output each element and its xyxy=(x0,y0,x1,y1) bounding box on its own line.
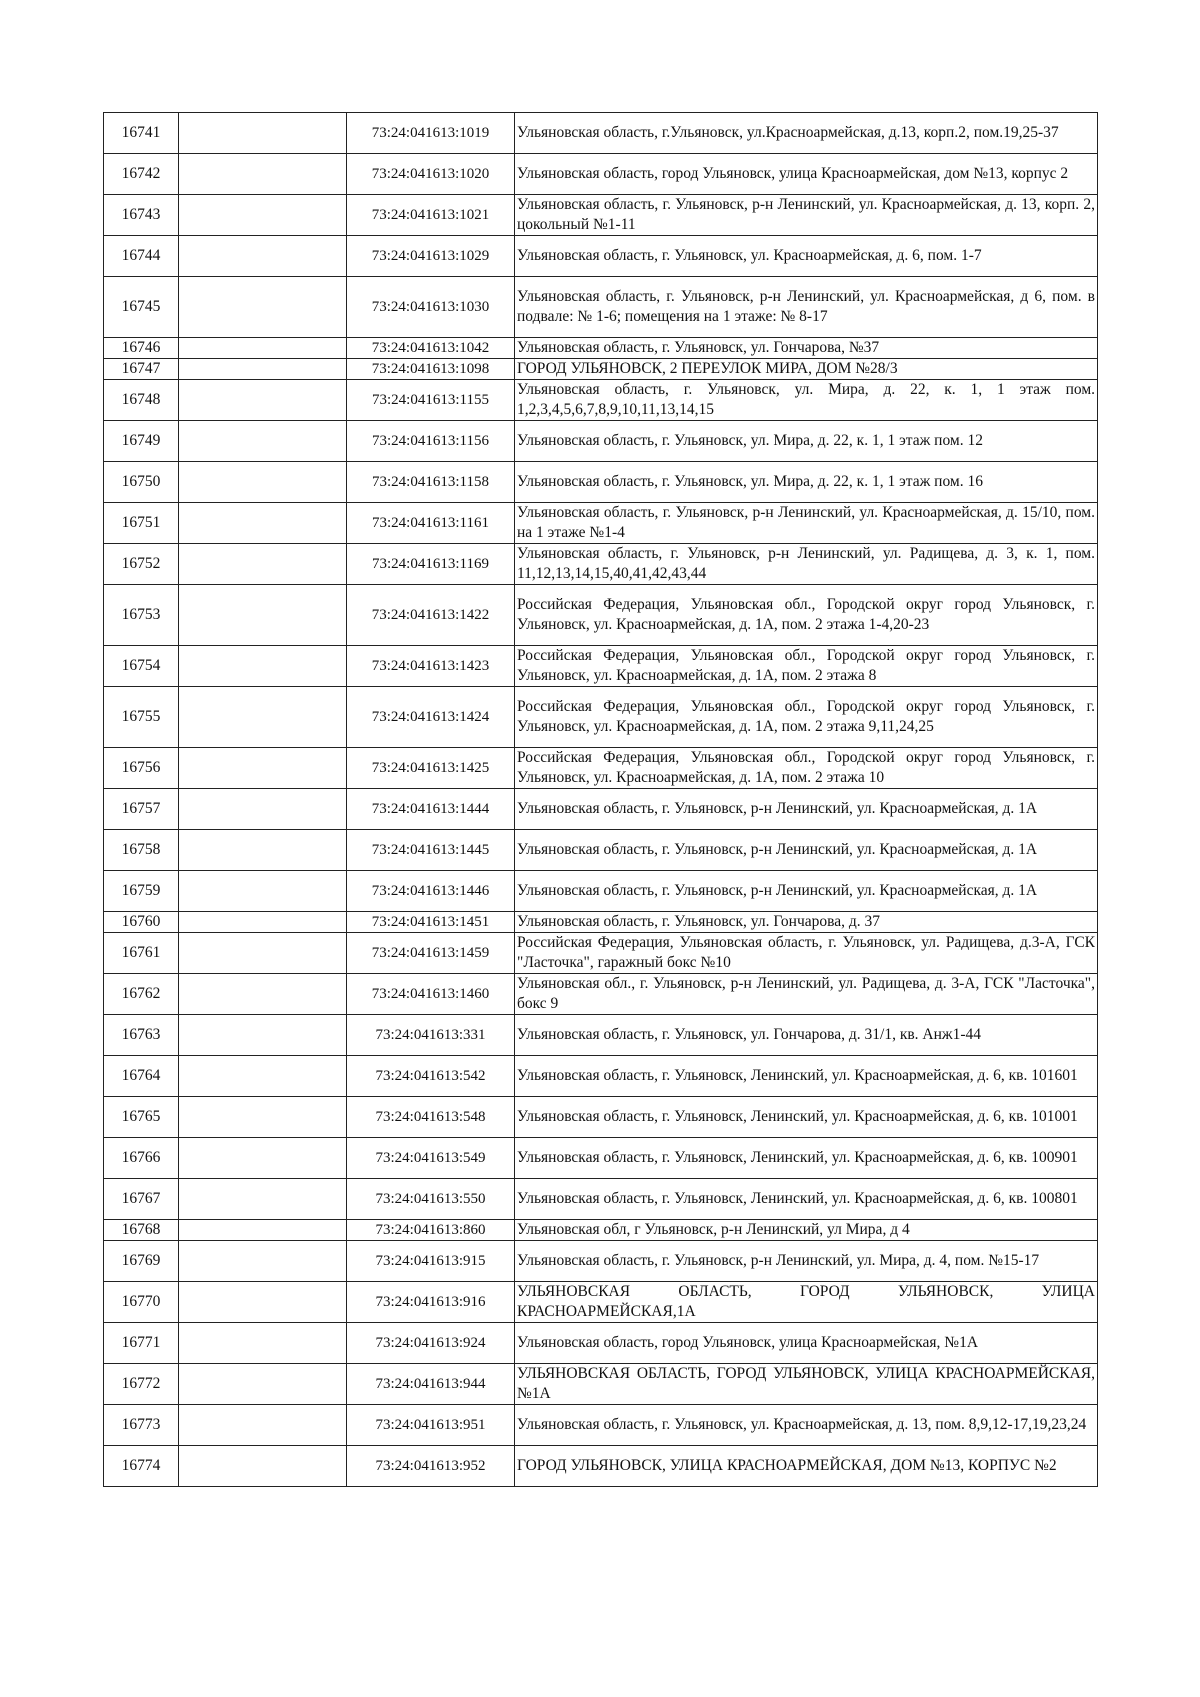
table-row xyxy=(104,462,1098,503)
empty-cell xyxy=(179,1241,347,1282)
empty-cell xyxy=(179,1015,347,1056)
empty-cell xyxy=(179,236,347,277)
address-cell: Ульяновская область, г. Ульяновск, р-н Ленинский, ул. Мира, д. 4, пом. №15-17 xyxy=(515,1241,1098,1282)
address-cell: УЛЬЯНОВСКАЯ ОБЛАСТЬ, ГОРОД УЛЬЯНОВСК, УЛИЦА КРАСНОАРМЕЙСКАЯ, №1А xyxy=(515,1364,1098,1405)
cadastral-number-cell: 73:24:041613:916 xyxy=(347,1282,515,1323)
address-cell: Ульяновская область, г. Ульяновск, р-н Ленинский, ул. Красноармейская, д 6, пом. в подвале: № 1-6; помещения на 1 этаже: № 8-17 xyxy=(515,277,1098,338)
cadastral-number-cell: 73:24:041613:952 xyxy=(347,1446,515,1487)
address-cell: Российская Федерация, Ульяновская обл., Городской округ город Ульяновск, г. Ульяновск, ул. Красноармейская, д. 1А, пом. 2 этажа 9,11,24,25 xyxy=(515,687,1098,748)
empty-cell xyxy=(179,338,347,359)
cadastral-number-cell: 73:24:041613:1020 xyxy=(347,154,515,195)
registry-table xyxy=(103,112,1098,1487)
empty-cell xyxy=(179,912,347,933)
row-number-cell: 16770 xyxy=(104,1282,179,1323)
table-row xyxy=(104,544,1098,585)
cadastral-number-cell: 73:24:041613:1423 xyxy=(347,646,515,687)
table-row xyxy=(104,359,1098,380)
empty-cell xyxy=(179,1097,347,1138)
table-row xyxy=(104,1323,1098,1364)
registry-table-body xyxy=(104,113,1098,1487)
empty-cell xyxy=(179,646,347,687)
cadastral-number-cell: 73:24:041613:1098 xyxy=(347,359,515,380)
cadastral-number-cell: 73:24:041613:1161 xyxy=(347,503,515,544)
address-cell: Ульяновская обл, г Ульяновск, р-н Ленинский, ул Мира, д 4 xyxy=(515,1220,1098,1241)
row-number-cell: 16746 xyxy=(104,338,179,359)
row-number-cell: 16769 xyxy=(104,1241,179,1282)
cadastral-number-cell: 73:24:041613:1460 xyxy=(347,974,515,1015)
table-row xyxy=(104,646,1098,687)
row-number-cell: 16763 xyxy=(104,1015,179,1056)
cadastral-number-cell: 73:24:041613:944 xyxy=(347,1364,515,1405)
empty-cell xyxy=(179,1220,347,1241)
row-number-cell: 16747 xyxy=(104,359,179,380)
cadastral-number-cell: 73:24:041613:1156 xyxy=(347,421,515,462)
cadastral-number-cell: 73:24:041613:951 xyxy=(347,1405,515,1446)
table-row xyxy=(104,277,1098,338)
table-row xyxy=(104,1446,1098,1487)
cadastral-number-cell: 73:24:041613:1445 xyxy=(347,830,515,871)
address-cell: Ульяновская область, г. Ульяновск, ул. Мира, д. 22, к. 1, 1 этаж пом. 1,2,3,4,5,6,7,8,9,10,11,13,14,15 xyxy=(515,380,1098,421)
table-row xyxy=(104,380,1098,421)
table-row xyxy=(104,1220,1098,1241)
address-cell: Ульяновская область, г.Ульяновск, ул.Красноармейская, д.13, корп.2, пом.19,25-37 xyxy=(515,113,1098,154)
address-cell: Ульяновская область, г. Ульяновск, Ленинский, ул. Красноармейская, д. 6, кв. 101601 xyxy=(515,1056,1098,1097)
cadastral-number-cell: 73:24:041613:860 xyxy=(347,1220,515,1241)
table-row xyxy=(104,1015,1098,1056)
table-row xyxy=(104,789,1098,830)
cadastral-number-cell: 73:24:041613:1158 xyxy=(347,462,515,503)
row-number-cell: 16744 xyxy=(104,236,179,277)
row-number-cell: 16751 xyxy=(104,503,179,544)
row-number-cell: 16755 xyxy=(104,687,179,748)
table-row xyxy=(104,974,1098,1015)
table-row xyxy=(104,338,1098,359)
row-number-cell: 16742 xyxy=(104,154,179,195)
row-number-cell: 16756 xyxy=(104,748,179,789)
row-number-cell: 16748 xyxy=(104,380,179,421)
table-row xyxy=(104,236,1098,277)
table-row xyxy=(104,113,1098,154)
address-cell: Ульяновская область, г. Ульяновск, ул. Красноармейская, д. 13, пом. 8,9,12-17,19,23,24 xyxy=(515,1405,1098,1446)
row-number-cell: 16758 xyxy=(104,830,179,871)
empty-cell xyxy=(179,544,347,585)
empty-cell xyxy=(179,1323,347,1364)
empty-cell xyxy=(179,871,347,912)
table-row xyxy=(104,933,1098,974)
row-number-cell: 16752 xyxy=(104,544,179,585)
address-cell: Ульяновская область, г. Ульяновск, ул. Гончарова, д. 31/1, кв. Анж1-44 xyxy=(515,1015,1098,1056)
row-number-cell: 16767 xyxy=(104,1179,179,1220)
address-cell: УЛЬЯНОВСКАЯ ОБЛАСТЬ, ГОРОД УЛЬЯНОВСК, УЛИЦА КРАСНОАРМЕЙСКАЯ,1А xyxy=(515,1282,1098,1323)
row-number-cell: 16766 xyxy=(104,1138,179,1179)
cadastral-number-cell: 73:24:041613:915 xyxy=(347,1241,515,1282)
empty-cell xyxy=(179,748,347,789)
row-number-cell: 16768 xyxy=(104,1220,179,1241)
table-row xyxy=(104,1097,1098,1138)
empty-cell xyxy=(179,687,347,748)
empty-cell xyxy=(179,1282,347,1323)
address-cell: ГОРОД УЛЬЯНОВСК, УЛИЦА КРАСНОАРМЕЙСКАЯ, ДОМ №13, КОРПУС №2 xyxy=(515,1446,1098,1487)
cadastral-number-cell: 73:24:041613:542 xyxy=(347,1056,515,1097)
address-cell: Ульяновская область, г. Ульяновск, р-н Ленинский, ул. Красноармейская, д. 15/10, пом. на 1 этаже №1-4 xyxy=(515,503,1098,544)
empty-cell xyxy=(179,1056,347,1097)
address-cell: Ульяновская область, г. Ульяновск, ул. Красноармейская, д. 6, пом. 1-7 xyxy=(515,236,1098,277)
cadastral-number-cell: 73:24:041613:1155 xyxy=(347,380,515,421)
cadastral-number-cell: 73:24:041613:1446 xyxy=(347,871,515,912)
table-row xyxy=(104,195,1098,236)
row-number-cell: 16765 xyxy=(104,1097,179,1138)
cadastral-number-cell: 73:24:041613:331 xyxy=(347,1015,515,1056)
address-cell: Российская Федерация, Ульяновская обл., Городской округ город Ульяновск, г. Ульяновск, ул. Красноармейская, д. 1А, пом. 2 этажа 8 xyxy=(515,646,1098,687)
row-number-cell: 16764 xyxy=(104,1056,179,1097)
empty-cell xyxy=(179,1405,347,1446)
address-cell: Ульяновская обл., г. Ульяновск, р-н Ленинский, ул. Радищева, д. 3-А, ГСК "Ласточка", бокс 9 xyxy=(515,974,1098,1015)
table-row xyxy=(104,1282,1098,1323)
address-cell: Ульяновская область, г. Ульяновск, р-н Ленинский, ул. Красноармейская, д. 1А xyxy=(515,871,1098,912)
row-number-cell: 16750 xyxy=(104,462,179,503)
row-number-cell: 16761 xyxy=(104,933,179,974)
address-cell: Ульяновская область, г. Ульяновск, р-н Ленинский, ул. Красноармейская, д. 1А xyxy=(515,789,1098,830)
empty-cell xyxy=(179,585,347,646)
empty-cell xyxy=(179,1179,347,1220)
address-cell: Ульяновская область, г. Ульяновск, ул. Мира, д. 22, к. 1, 1 этаж пом. 12 xyxy=(515,421,1098,462)
row-number-cell: 16773 xyxy=(104,1405,179,1446)
cadastral-number-cell: 73:24:041613:1030 xyxy=(347,277,515,338)
address-cell: Российская Федерация, Ульяновская обл., Городской округ город Ульяновск, г. Ульяновск, ул. Красноармейская, д. 1А, пом. 2 этажа 1-4,20-23 xyxy=(515,585,1098,646)
empty-cell xyxy=(179,830,347,871)
empty-cell xyxy=(179,1138,347,1179)
empty-cell xyxy=(179,789,347,830)
address-cell: Ульяновская область, г. Ульяновск, ул. Гончарова, №37 xyxy=(515,338,1098,359)
empty-cell xyxy=(179,1446,347,1487)
table-row xyxy=(104,871,1098,912)
cadastral-number-cell: 73:24:041613:1425 xyxy=(347,748,515,789)
address-cell: Ульяновская область, г. Ульяновск, р-н Ленинский, ул. Красноармейская, д. 13, корп. 2, цокольный №1-11 xyxy=(515,195,1098,236)
cadastral-number-cell: 73:24:041613:1424 xyxy=(347,687,515,748)
table-row xyxy=(104,1138,1098,1179)
cadastral-number-cell: 73:24:041613:1422 xyxy=(347,585,515,646)
row-number-cell: 16749 xyxy=(104,421,179,462)
row-number-cell: 16771 xyxy=(104,1323,179,1364)
empty-cell xyxy=(179,380,347,421)
table-row xyxy=(104,421,1098,462)
row-number-cell: 16743 xyxy=(104,195,179,236)
address-cell: Ульяновская область, г. Ульяновск, Ленинский, ул. Красноармейская, д. 6, кв. 100801 xyxy=(515,1179,1098,1220)
table-row xyxy=(104,912,1098,933)
cadastral-number-cell: 73:24:041613:550 xyxy=(347,1179,515,1220)
table-row xyxy=(104,1405,1098,1446)
row-number-cell: 16741 xyxy=(104,113,179,154)
row-number-cell: 16760 xyxy=(104,912,179,933)
address-cell: Ульяновская область, город Ульяновск, улица Красноармейская, №1А xyxy=(515,1323,1098,1364)
cadastral-number-cell: 73:24:041613:1021 xyxy=(347,195,515,236)
address-cell: Ульяновская область, г. Ульяновск, р-н Ленинский, ул. Красноармейская, д. 1А xyxy=(515,830,1098,871)
table-row xyxy=(104,503,1098,544)
empty-cell xyxy=(179,154,347,195)
cadastral-number-cell: 73:24:041613:549 xyxy=(347,1138,515,1179)
empty-cell xyxy=(179,195,347,236)
empty-cell xyxy=(179,462,347,503)
row-number-cell: 16753 xyxy=(104,585,179,646)
empty-cell xyxy=(179,277,347,338)
cadastral-number-cell: 73:24:041613:1019 xyxy=(347,113,515,154)
row-number-cell: 16762 xyxy=(104,974,179,1015)
table-row xyxy=(104,1241,1098,1282)
table-row xyxy=(104,1364,1098,1405)
table-row xyxy=(104,830,1098,871)
row-number-cell: 16757 xyxy=(104,789,179,830)
address-cell: Ульяновская область, г. Ульяновск, Ленинский, ул. Красноармейская, д. 6, кв. 101001 xyxy=(515,1097,1098,1138)
table-row xyxy=(104,585,1098,646)
row-number-cell: 16754 xyxy=(104,646,179,687)
empty-cell xyxy=(179,421,347,462)
table-row xyxy=(104,687,1098,748)
empty-cell xyxy=(179,1364,347,1405)
row-number-cell: 16774 xyxy=(104,1446,179,1487)
row-number-cell: 16745 xyxy=(104,277,179,338)
table-row xyxy=(104,1056,1098,1097)
address-cell: Ульяновская область, город Ульяновск, улица Красноармейская, дом №13, корпус 2 xyxy=(515,154,1098,195)
row-number-cell: 16772 xyxy=(104,1364,179,1405)
address-cell: Российская Федерация, Ульяновская обл., Городской округ город Ульяновск, г. Ульяновск, ул. Красноармейская, д. 1А, пом. 2 этажа 10 xyxy=(515,748,1098,789)
address-cell: Ульяновская область, г. Ульяновск, ул. Гончарова, д. 37 xyxy=(515,912,1098,933)
empty-cell xyxy=(179,503,347,544)
row-number-cell: 16759 xyxy=(104,871,179,912)
empty-cell xyxy=(179,974,347,1015)
address-cell: Ульяновская область, г. Ульяновск, р-н Ленинский, ул. Радищева, д. 3, к. 1, пом. 11,12,13,14,15,40,41,42,43,44 xyxy=(515,544,1098,585)
empty-cell xyxy=(179,933,347,974)
table-row xyxy=(104,154,1098,195)
address-cell: ГОРОД УЛЬЯНОВСК, 2 ПЕРЕУЛОК МИРА, ДОМ №28/3 xyxy=(515,359,1098,380)
table-row xyxy=(104,1179,1098,1220)
empty-cell xyxy=(179,359,347,380)
address-cell: Российская Федерация, Ульяновская область, г. Ульяновск, ул. Радищева, д.3-А, ГСК "Ласточка", гаражный бокс №10 xyxy=(515,933,1098,974)
empty-cell xyxy=(179,113,347,154)
cadastral-number-cell: 73:24:041613:548 xyxy=(347,1097,515,1138)
cadastral-number-cell: 73:24:041613:924 xyxy=(347,1323,515,1364)
cadastral-number-cell: 73:24:041613:1451 xyxy=(347,912,515,933)
table-row xyxy=(104,748,1098,789)
address-cell: Ульяновская область, г. Ульяновск, ул. Мира, д. 22, к. 1, 1 этаж пом. 16 xyxy=(515,462,1098,503)
cadastral-number-cell: 73:24:041613:1042 xyxy=(347,338,515,359)
cadastral-number-cell: 73:24:041613:1444 xyxy=(347,789,515,830)
address-cell: Ульяновская область, г. Ульяновск, Ленинский, ул. Красноармейская, д. 6, кв. 100901 xyxy=(515,1138,1098,1179)
cadastral-number-cell: 73:24:041613:1029 xyxy=(347,236,515,277)
cadastral-number-cell: 73:24:041613:1169 xyxy=(347,544,515,585)
cadastral-number-cell: 73:24:041613:1459 xyxy=(347,933,515,974)
